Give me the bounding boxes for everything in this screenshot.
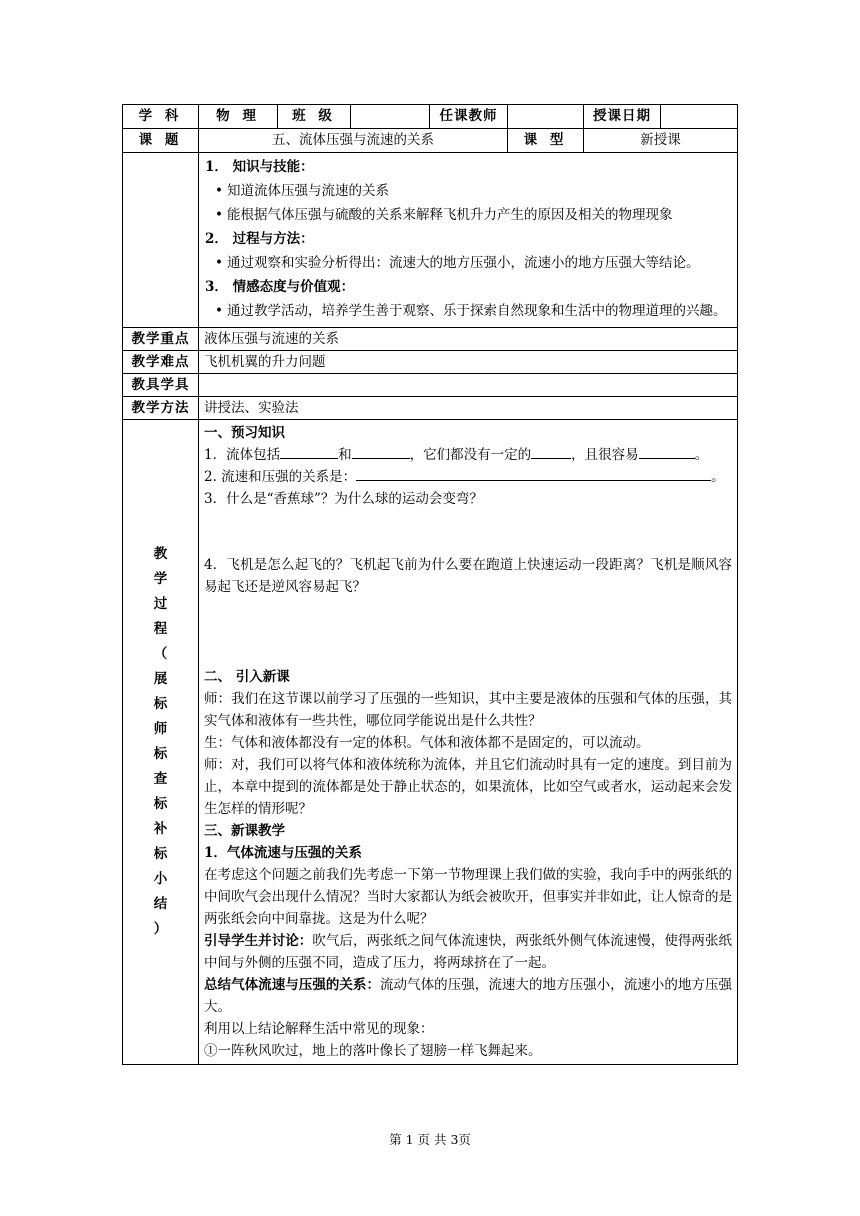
class-value [351, 105, 430, 129]
process-label-char: 标 [153, 846, 168, 862]
page-footer: 第 1 页 共 3页 [389, 1132, 471, 1147]
objectives-label-cell [123, 153, 199, 328]
objective-item: • 能根据气体压强与硫酸的关系来解释飞机升力产生的原因及相关的物理现象 [205, 203, 731, 227]
objective-item: • 通过观察和实验分析得出：流速大的地方压强小，流速小的地方压强大等结论。 [205, 251, 731, 275]
answer-blank[interactable] [639, 444, 695, 459]
paragraph-experiment: 在考虑这个问题之前我们先考虑一下第一节物理课上我们做的实验，我向手中的两张纸的中间吹气会出现什么情况？当时大家都认为纸会被吹开，但事实并非如此，让人惊奇的是两张纸会向中间靠拢。这是为什么呢？ [204, 867, 732, 927]
question-text: 和 [338, 447, 352, 463]
process-label-char: 标 [153, 746, 168, 762]
focus-value: 液体压强与流速的关系 [199, 328, 738, 351]
lesson-plan-page [122, 104, 737, 1065]
answer-space [204, 598, 732, 666]
answer-space [204, 510, 732, 554]
process-content [199, 420, 738, 1065]
difficulty-row [123, 351, 738, 374]
process-label-char: 标 [153, 696, 168, 712]
dialogue-teacher-1: 师：我们在这节课以前学习了压强的一些知识，其中主要是液体的压强和气体的压强，其实气体和液体有一些共性，哪位同学能说出是什么共性？ [204, 691, 732, 729]
type-label: 课 型 [508, 129, 584, 153]
date-value [661, 105, 738, 129]
summary-lead: 总结气体流速与压强的关系： [204, 977, 381, 993]
process-label-char: ） [153, 921, 168, 937]
section-heading-intro: 二、 引入新课 [204, 669, 290, 685]
method-row [123, 397, 738, 420]
topic-value: 五、流体压强与流速的关系 [199, 129, 508, 153]
objectives-cell [199, 153, 738, 328]
question-text: 1．流体包括 [204, 447, 281, 463]
paragraph-summary [204, 974, 732, 1018]
teacher-label: 任课教师 [430, 105, 508, 129]
process-row [123, 420, 738, 1065]
summary-text: 流动气体的压强，流速大的地方压强小，流速小的地方压强大。 [204, 977, 733, 1015]
question-4: 4．飞机是怎么起飞的？飞机起飞前为什么要在跑道上快速运动一段距离？飞机是顺风容易起飞还是逆风容易起飞？ [204, 557, 732, 595]
discussion-lead: 引导学生并讨论： [204, 933, 313, 949]
lesson-plan-table [122, 104, 738, 1065]
process-label-char: 补 [153, 821, 168, 837]
paragraph-discussion [204, 930, 732, 974]
subject-label: 学 科 [123, 105, 199, 129]
focus-label: 教学重点 [123, 328, 199, 351]
method-label: 教学方法 [123, 397, 199, 420]
subject-value: 物 理 [199, 105, 278, 129]
question-3: 3．什么是“香蕉球”？为什么球的运动会变弯？ [204, 491, 483, 507]
objective-heading-knowledge: 1． 知识与技能： [205, 159, 314, 175]
process-label-char: 程 [153, 621, 168, 637]
answer-blank[interactable] [280, 444, 338, 459]
question-text: 。 [711, 469, 725, 485]
answer-blank[interactable] [531, 444, 571, 459]
dialogue-teacher-2: 师：对，我们可以将气体和液体统称为流体，并且它们流动时具有一定的速度。到目前为止，本章中提到的流体都是处于静止状态的，如果流体，比如空气或者水，运动起来会发生怎样的情形呢？ [204, 757, 732, 817]
objective-item: • 知道流体压强与流速的关系 [205, 179, 731, 203]
question-text: ，它们都没有一定的 [409, 447, 532, 463]
paragraph-example-1: ①一阵秋风吹过，地上的落叶像长了翅膀一样飞舞起来。 [204, 1043, 542, 1059]
process-label-char: 查 [153, 771, 168, 787]
question-text: ，且很容易 [571, 447, 639, 463]
header-row-2 [123, 129, 738, 153]
tools-row [123, 374, 738, 397]
type-value: 新授课 [584, 129, 738, 153]
teacher-value [508, 105, 584, 129]
process-label-char: 教 [153, 546, 168, 562]
process-label-char: 学 [153, 571, 168, 587]
header-row-1 [123, 105, 738, 129]
dialogue-student-1: 生：气体和液体都没有一定的体积。气体和液体都不是固定的，可以流动。 [204, 735, 650, 751]
section-heading-new-lesson: 三、新课教学 [204, 823, 285, 839]
process-label-char: 过 [153, 596, 168, 612]
focus-row [123, 328, 738, 351]
question-text: 2. 流速和压强的关系是： [204, 469, 357, 485]
objective-item: • 通过教学活动，培养学生善于观察、乐于探索自然现象和生活中的物理道理的兴趣。 [205, 299, 731, 323]
question-2 [204, 466, 732, 488]
difficulty-label: 教学难点 [123, 351, 199, 374]
process-label-char: 标 [153, 796, 168, 812]
class-label: 班 级 [278, 105, 351, 129]
topic-label: 课 题 [123, 129, 199, 153]
process-label-char: 结 [153, 896, 168, 912]
tools-label: 教具学具 [123, 374, 199, 397]
objectives-row [123, 153, 738, 328]
process-label-char: 师 [153, 721, 168, 737]
difficulty-value: 飞机机翼的升力问题 [199, 351, 738, 374]
question-1 [204, 444, 732, 466]
process-label-char: 小 [153, 871, 168, 887]
discussion-text: 吹气后，两张纸之间气体流速快，两张纸外侧气体流速慢，使得两张纸中间与外侧的压强不同，造成了压力，将两球挤在了一起。 [204, 933, 733, 971]
process-label-char: （ [153, 646, 168, 662]
objective-heading-attitude: 3． 情感态度与价值观： [205, 279, 355, 295]
tools-value [199, 374, 738, 397]
paragraph-apply: 利用以上结论解释生活中常见的现象： [204, 1021, 434, 1037]
answer-blank[interactable] [352, 444, 410, 459]
subsection-heading-gas-flow: 1．气体流速与压强的关系 [204, 845, 362, 861]
process-label-char: 展 [153, 671, 168, 687]
question-text: 。 [694, 447, 709, 463]
date-label: 授课日期 [584, 105, 661, 129]
process-label [123, 420, 199, 1065]
answer-blank[interactable] [356, 466, 711, 481]
objective-heading-process: 2． 过程与方法： [205, 231, 314, 247]
section-heading-preview: 一、预习知识 [204, 425, 285, 441]
method-value: 讲授法、实验法 [199, 397, 738, 420]
